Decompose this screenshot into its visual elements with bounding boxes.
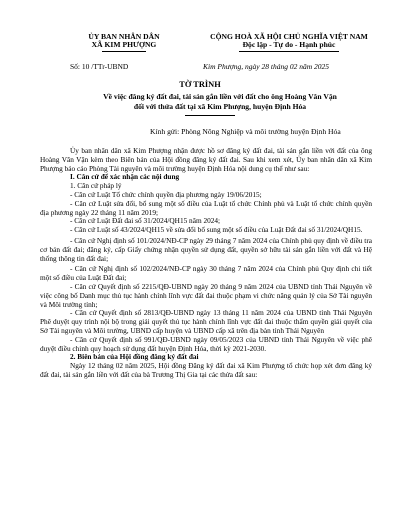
- body-paragraph: 2. Biên bản của Hội đồng đăng ký đất đai: [70, 352, 199, 362]
- body-paragraph: - Căn cứ Luật sửa đổi, bổ sung một số điều của Luật tổ chức Chính phủ và Luật tổ chức chính quyền địa phương ngày 22 tháng 11 năm 2019;: [40, 198, 372, 217]
- body-paragraph: Ủy ban nhân dân xã Kim Phượng nhận được hồ sơ đăng ký đất đai, tài sản gắn liền với đất của ông Hoàng Văn Vận kèm theo Biên bản của Hội đồng đăng ký đất đai. Sau khi xem xét, Ủy ban nhân dân xã Kim Phượng báo cáo Phòng Tài nguyên và môi trường huyện Định Hóa nội dung cụ thể như sau:: [40, 146, 372, 173]
- body-paragraph: - Căn cứ Quyết định số 2813/QĐ-UBND ngày 13 tháng 11 năm 2024 của UBND tỉnh Thái Nguyên Phê duyệt quy trình nội bộ trong giải quyết thủ tục hành chính lĩnh vực đất đai thuộc thẩm quyền giải quyết của Sở Tài nguyên và Môi trường, UBND cấp huyện và UBND cấp xã trên địa bàn tỉnh Thái Nguyên: [40, 308, 372, 335]
- country-name: CỘNG HOÀ XÃ HỘI CHỦ NGHĨA VIỆT NAM: [210, 32, 368, 41]
- document-title: TỜ TRÌNH: [179, 80, 221, 89]
- body-paragraph: I. Căn cứ để xác nhận các nội dung: [70, 172, 180, 182]
- title-underline: [185, 115, 235, 116]
- body-paragraph: Ngày 12 tháng 02 năm 2025, Hội đồng Đăng ký đất đai xã Kim Phượng tổ chức họp xét đơn đăng ký đất đai, tài sản gắn liền với đất của bà Trương Thị Gia tại các thửa đất sau:: [40, 361, 372, 379]
- body-paragraph: - Căn cứ Nghị định số 102/2024/NĐ-CP ngày 30 tháng 7 năm 2024 của Chính phủ Quy định chi tiết một số điều của Luật Đất đai;: [40, 264, 372, 283]
- motto-underline: [239, 51, 339, 52]
- authority-underline: [102, 51, 146, 52]
- subtitle-line-1: Về việc đăng ký đất đai, tài sản gắn liền với đất cho ông Hoàng Văn Vận: [103, 92, 337, 101]
- authority-line-2: XÃ KIM PHƯỢNG: [91, 40, 157, 50]
- recipient: Kính gửi: Phòng Nông Nghiệp và môi trường huyện Định Hóa: [150, 127, 341, 136]
- document-body: [40, 147, 372, 380]
- motto-line: Độc lập - Tự do - Hạnh phúc: [242, 40, 336, 50]
- body-paragraph: 1. Căn cứ pháp lý: [70, 181, 122, 191]
- issuing-authority: [64, 33, 184, 50]
- subtitle-line-2: đối với thửa đất tại xã Kim Phượng, huyện Định Hóa: [133, 101, 307, 111]
- national-motto: [186, 33, 392, 50]
- body-paragraph: - Căn cứ Quyết định số 2215/QĐ-UBND ngày 20 tháng 9 năm 2024 của UBND tỉnh Thái Nguyên về việc công bố Danh mục thủ tục hành chính lĩnh vực đất đai thuộc phạm vi chức năng quản lý của Sở Tài nguyên và Môi trường tỉnh;: [40, 281, 372, 309]
- body-paragraph: - Căn cứ Luật Đất đai số 31/2024/QH15 năm 2024;: [70, 216, 221, 226]
- body-paragraph: - Căn cứ Luật Tổ chức chính quyền địa phương ngày 19/06/2015;: [70, 189, 262, 199]
- authority-line-1: ỦY BAN NHÂN DÂN: [88, 32, 160, 41]
- body-paragraph: - Căn cứ Quyết định số 991/QĐ-UBND ngày 09/05/2023 của UBND tỉnh Thái Nguyên về việc phê duyệt điều chỉnh quy hoạch sử dụng đất huyện Định Hóa, thời kỳ 2021-2030.: [40, 334, 372, 353]
- body-paragraph: - Căn cứ Nghị định số 101/2024/NĐ-CP ngày 29 tháng 7 năm 2024 của Chính phủ quy định về điều tra cơ bản đất đai; đăng ký, cấp Giấy chứng nhận quyền sử dụng đất, quyền sở hữu tài sản gắn liền với đất và Hệ thống thông tin đất đai;: [40, 235, 372, 263]
- body-paragraph: - Căn cứ Luật số 43/2024/QH15 về sửa đổi bổ sung một số điều của Luật Đất đai số 31/2024/QH15.: [70, 225, 363, 235]
- document-number: Số: 10 /TTr-UBND: [70, 62, 129, 71]
- document-subtitle: [70, 92, 370, 112]
- place-and-date: Kim Phượng, ngày 28 tháng 02 năm 2025: [203, 62, 330, 71]
